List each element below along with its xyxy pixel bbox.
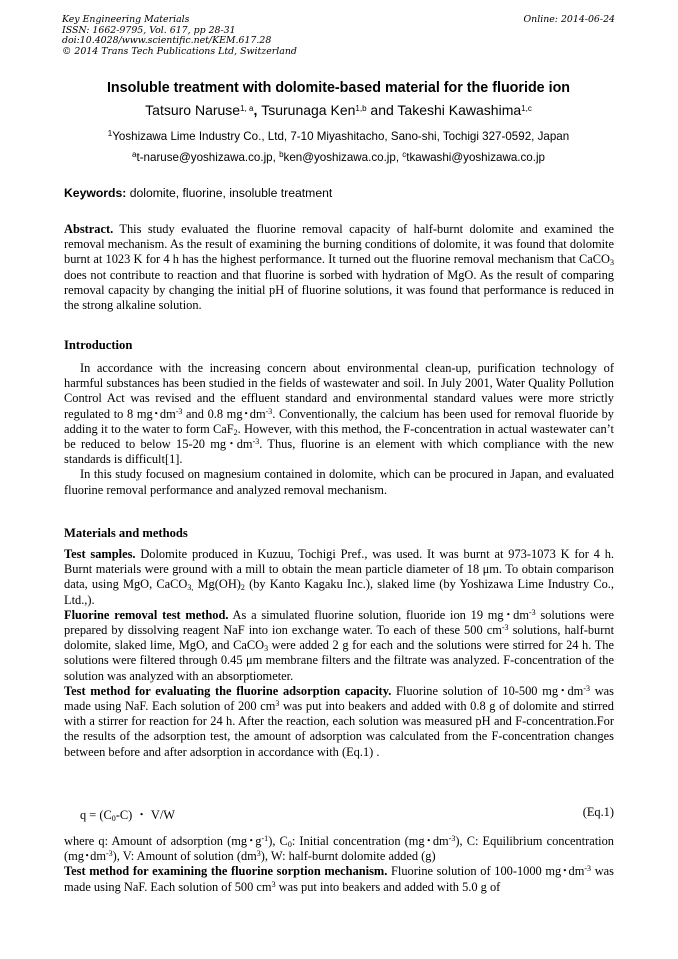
author-separator: , [253, 102, 262, 118]
paragraph-text: was made using NaF. Each solution of 500 cm [64, 864, 614, 894]
paragraph-text: In accordance with the increasing concern about environmental clean-up, purification technology of harmful substances has been studied in the fields of wastewater and soil. In July 2001, Water Quality Pollution Control Act was revised and the effluent standard and environmental standard values were more strictly regulated to 8 mg･dm [64, 361, 614, 421]
paragraph-text: was put into beakers and added with 5.0 g of [275, 879, 501, 894]
superscript: -1 [261, 834, 269, 843]
abstract-text: does not contribute to reaction and that fluorine is sorbed with hydration of MgO. As the result of comparing removal capacity by changing the initial pH of fluorine solutions, it was found that performance is reduced in the strong alkaline solution. [64, 267, 614, 313]
superscript: -3 [501, 623, 509, 633]
paragraph-text: Fluorine solution of 10-500 mg･dm [391, 683, 584, 698]
author-name: Tsurunaga Ken [261, 102, 356, 118]
journal-name: Key Engineering Materials [62, 14, 190, 25]
equation-definitions [64, 834, 614, 895]
paragraph-text: . Thus, fluorine is an element with which compliance with the new standards is difficult[1]. [64, 437, 614, 467]
journal-copyright: © 2014 Trans Tech Publications Ltd, Switzerland [62, 45, 297, 57]
paragraph-text: were added 2 g for each and the solutions were stirred for 24 h. The solutions were filtered through 0.45 μm membrane filters and the filtrate was analyzed. F-concentration of the solution was analyzed with an absorptiometer. [64, 638, 614, 683]
paragraph-text: : Initial concentration (mg･dm [291, 834, 449, 848]
paragraph-text: . However, with this method, the F-concentration in actual wastewater can’t be reduced to below 15-20 mg･dm [64, 421, 614, 452]
email-link[interactable]: tkawashi@yoshizawa.co.jp [406, 151, 545, 164]
superscript: -3 [584, 864, 592, 874]
author-name: Takeshi Kawashima [397, 102, 522, 118]
abstract-text: This study evaluated the fluorine removal capacity of half-burnt dolomite and examined the removal mechanism. As the result of examining the burning conditions of dolomite, it was found that dolomite burnt at 1023 K for 4 h has the highest performance. It turned out the fluorine removal mechanism that CaCO [64, 222, 614, 267]
paragraph [64, 361, 614, 467]
email-mark: a [132, 150, 137, 159]
author-separator: and [366, 102, 398, 118]
subscript: 3, [187, 583, 194, 593]
email-mark: b [279, 150, 284, 159]
paragraph-text: Fluorine solution of 100-1000 mg･dm [387, 864, 585, 879]
author-affiliation-mark: 1,c [521, 104, 532, 113]
paragraph [64, 834, 614, 864]
superscript: -3 [448, 834, 456, 843]
keywords-label: Keywords: [64, 186, 127, 200]
paragraph-text: . Conventionally, the calcium has been used for removal fluoride by adding it to the water to form CaF [64, 406, 614, 436]
paper-title: Insoluble treatment with dolomite-based material for the fluoride ion [106, 80, 571, 96]
abstract-label: Abstract. [64, 222, 114, 236]
superscript: -3 [252, 437, 260, 447]
keywords-text: dolomite, fluorine, insoluble treatment [126, 186, 333, 200]
keywords [64, 186, 614, 200]
section-heading-introduction: Introduction [64, 338, 133, 352]
paragraph [64, 608, 614, 684]
paragraph-text: ), C: Equilibrium concentration (mg･dm [64, 834, 614, 864]
paragraph-text: As a simulated fluorine solution, fluoride ion 19 mg･dm [228, 607, 529, 622]
paragraph-text: was made using NaF. Each solution of 200 cm [64, 683, 614, 714]
email-link[interactable]: t-naruse@yoshizawa.co.jp, [136, 151, 280, 164]
paragraph-text: ), W: half-burnt dolomite added (g) [260, 849, 436, 864]
paragraph-text: ), C [268, 834, 288, 848]
email-mark: c [402, 150, 407, 159]
superscript: -3 [106, 849, 113, 859]
superscript: -3 [265, 406, 273, 416]
paragraph-text: (by Kanto Kagaku Inc.), slaked lime (by Yoshizawa Lime Industry Co., Ltd.,). [64, 577, 614, 607]
author-name: Tatsuro Naruse [145, 102, 241, 118]
paragraph [64, 684, 614, 760]
paragraph-text: solutions were prepared by dissolving reagent NaF into ion exchange water. To each of these 500 cm [64, 607, 615, 638]
run-in-heading: Test samples. [64, 547, 136, 561]
abstract [64, 222, 614, 313]
run-in-heading: Test method for examining the fluorine sorption mechanism. [64, 864, 388, 879]
journal-header [62, 15, 615, 57]
affiliation [62, 130, 615, 143]
subscript: 0 [287, 840, 292, 849]
equation-number: (Eq.1) [582, 805, 614, 819]
subscript: 0 [111, 814, 116, 823]
email-link[interactable]: ken@yoshizawa.co.jp, [283, 151, 403, 164]
online-date: Online: 2014-06-24 [523, 14, 615, 25]
journal-issn: ISSN: 1662-9795, Vol. 617, pp 28-31 [62, 24, 236, 36]
subscript: 2 [233, 427, 238, 437]
paragraph-text: and 0.8 mg･dm [182, 406, 266, 421]
subscript: 2 [240, 583, 245, 593]
paragraph: In this study focused on magnesium contained in dolomite, which can be procured in Japan, and evaluated fluorine removal performance and analyzed removal mechanism. [64, 467, 614, 497]
paragraph [64, 547, 614, 608]
paragraph-text: was put into beakers and added with 0.8 g of dolomite and stirred with a stirrer for reaction for 24 h. After the reaction, each solution was measured pH and F-concentration.For the results of the adsorption test, the amount of adsorption was calculated from the F-concentration changes between before and after adsorption in accordance with (Eq.1) . [64, 699, 614, 759]
methods-body [64, 547, 614, 760]
paragraph-text: ), V: Amount of solution (dm [112, 849, 257, 864]
paragraph-text: solutions, half-burnt dolomite, slaked lime, MgO, and CaCO [64, 623, 615, 653]
section-heading-methods: Materials and methods [64, 526, 188, 540]
superscript: 3 [275, 699, 280, 709]
paragraph [64, 864, 614, 894]
subscript: 3 [264, 644, 269, 654]
superscript: -3 [175, 406, 183, 416]
paragraph-text: Dolomite produced in Kuzuu, Tochigi Pref., was used. It was burnt at 973-1073 K for 4 h. Burnt materials were ground with a mill to obtain the mean particle diameter of 18 μm. To obtain comparison data, using MgO, CaCO [64, 547, 614, 592]
author-list [62, 102, 615, 118]
superscript: 3 [271, 879, 276, 889]
run-in-heading: Test method for evaluating the fluorine adsorption capacity. [64, 683, 392, 698]
equation-text: -C) ・ V/W [115, 808, 175, 822]
journal-doi: doi:10.4028/www.scientific.net/KEM.617.28 [62, 35, 272, 46]
author-emails [62, 151, 615, 164]
introduction-body [64, 361, 614, 498]
affiliation-text: Yoshizawa Lime Industry Co., Ltd, 7-10 Miyashitacho, Sano-shi, Tochigi 327-0592, Japan [112, 130, 570, 143]
subscript: 3 [610, 258, 614, 268]
author-affiliation-mark: 1, a [240, 104, 254, 113]
equation-1 [80, 805, 614, 823]
run-in-heading: Fluorine removal test method. [64, 607, 229, 622]
superscript: -3 [583, 683, 590, 693]
superscript: 3 [256, 849, 261, 859]
superscript: -3 [528, 607, 536, 617]
paragraph-text: Mg(OH) [193, 577, 241, 592]
author-affiliation-mark: 1,b [355, 104, 367, 113]
paragraph-text: where q: Amount of adsorption (mg･g [64, 834, 262, 848]
equation-text: q = (C [80, 808, 112, 822]
affiliation-mark: 1 [107, 129, 113, 138]
